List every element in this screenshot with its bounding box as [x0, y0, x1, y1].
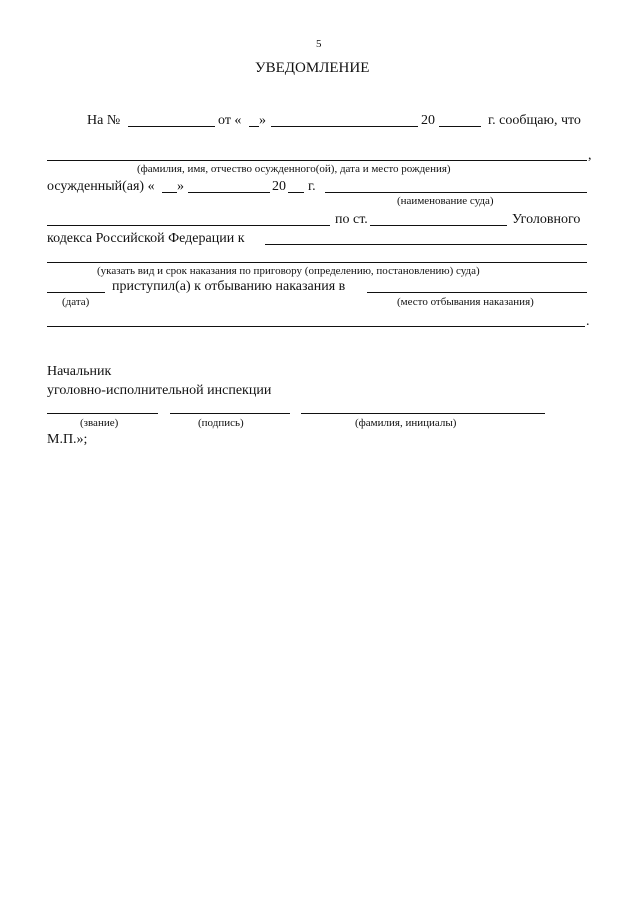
- convicted-label: осужденный(ая) «: [47, 179, 155, 194]
- punishment-caption: (указать вид и срок наказания по приговору (определению, постановлению) суда): [97, 265, 480, 277]
- start-date-field: [47, 292, 105, 293]
- year-field: [439, 126, 481, 127]
- date-from-label: от «: [218, 113, 242, 128]
- court-field-continued: [47, 225, 330, 226]
- convict-name-caption: (фамилия, имя, отчество осужденного(ой), дата и место рождения): [137, 163, 451, 175]
- court-field: [325, 192, 587, 193]
- comma: ,: [588, 148, 592, 163]
- place-field-continued: [47, 326, 585, 327]
- place-caption: (место отбывания наказания): [397, 296, 534, 308]
- convict-year-field: [288, 192, 304, 193]
- quote-close-2: »: [177, 179, 184, 194]
- year-prefix: 20: [421, 113, 435, 128]
- year-suffix: г.: [308, 179, 316, 194]
- article-label: по ст.: [335, 212, 368, 227]
- place-field: [367, 292, 587, 293]
- convict-month-field: [188, 192, 270, 193]
- convict-day-field: [162, 192, 177, 193]
- number-field: [128, 126, 215, 127]
- court-caption: (наименование суда): [397, 195, 494, 207]
- criminal-word: Уголовного: [512, 212, 581, 227]
- quote-close: »: [259, 113, 266, 128]
- month-field: [271, 126, 418, 127]
- rank-field: [47, 413, 158, 414]
- rank-caption: (звание): [80, 417, 119, 429]
- convict-name-field: [47, 160, 587, 161]
- page-number: 5: [316, 38, 322, 50]
- code-label: кодекса Российской Федерации к: [47, 231, 245, 246]
- inspection-title: уголовно-исполнительной инспекции: [47, 383, 272, 398]
- head-title: Начальник: [47, 364, 112, 379]
- name-caption: (фамилия, инициалы): [355, 417, 457, 429]
- date-caption: (дата): [62, 296, 90, 308]
- signature-field: [170, 413, 290, 414]
- year-prefix-2: 20: [272, 179, 286, 194]
- document-title: УВЕДОМЛЕНИЕ: [255, 60, 370, 76]
- day-field: [249, 126, 259, 127]
- period: .: [586, 314, 590, 329]
- punishment-field: [265, 244, 587, 245]
- sign-caption: (подпись): [198, 417, 244, 429]
- punishment-field-continued: [47, 262, 587, 263]
- stamp-place: М.П.»;: [47, 432, 88, 447]
- name-initials-field: [301, 413, 545, 414]
- report-text: г. сообщаю, что: [488, 113, 581, 128]
- article-field: [370, 225, 507, 226]
- number-label: На №: [87, 113, 121, 128]
- started-serving-text: приступил(а) к отбыванию наказания в: [112, 279, 346, 294]
